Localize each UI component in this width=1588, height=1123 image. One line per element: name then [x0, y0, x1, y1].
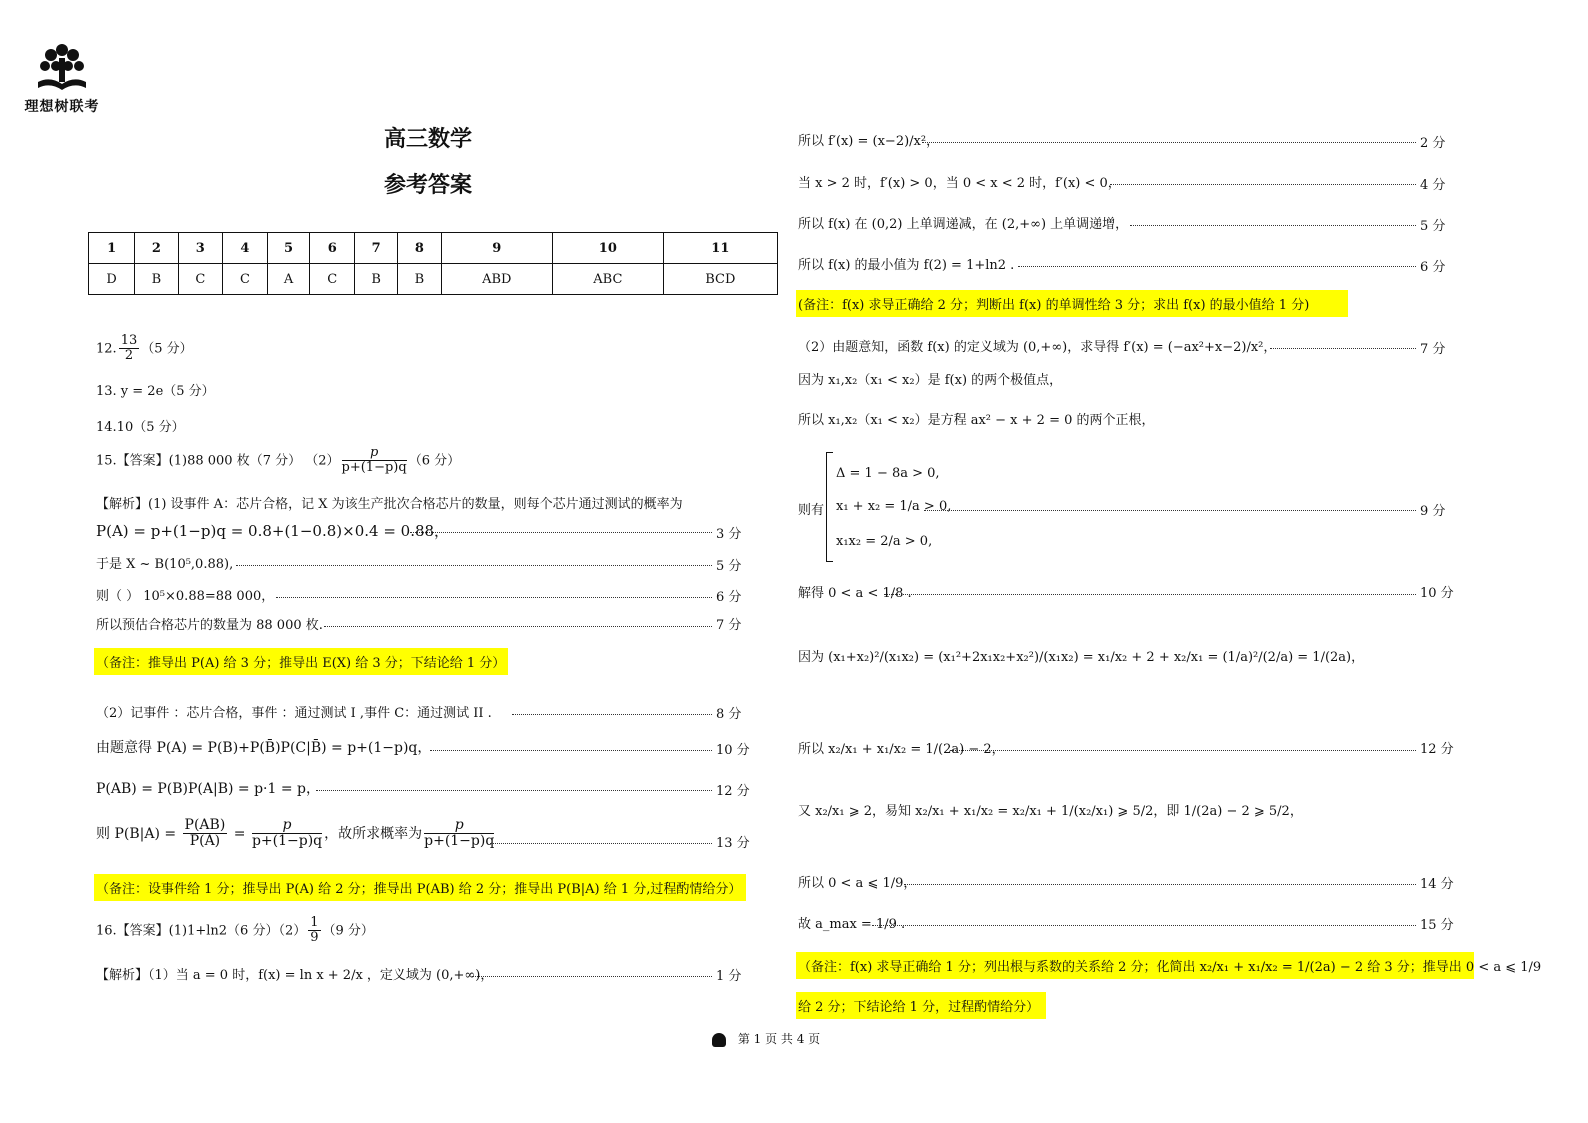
dot-leader [472, 976, 712, 977]
question-number-cell: 11 [663, 233, 777, 264]
answer-cell: ABC [553, 264, 664, 295]
r-note-2-line-1: （备注：f(x) 求导正确给 1 分；列出根与系数的关系给 2 分；化简出 x₂/x₁ + x₁/x₂ = 1/(2a) − 2 给 3 分；推导出 0 < a ⩽ 1/9 [796, 952, 1474, 979]
answer-cell: ABD [441, 264, 552, 295]
score: 7 分 [1420, 342, 1446, 357]
dot-leader [236, 565, 712, 566]
page-subtitle: 参考答案 [384, 173, 473, 198]
score: 9 分 [1420, 504, 1446, 519]
r-note-2-line-2: 给 2 分；下结论给 1 分，过程酌情给分） [796, 992, 1046, 1019]
q15-p2-l2: 由题意得 P(A) = P(B)+P(B̄)P(C|B̄) = p+(1−p)q， [96, 740, 432, 756]
q15-p2-l4: 则 P(B|A) = $\frac{P(AB)}{P(A)}$ = $\frac{p}{p+(1-p)q}$ ，故所求概率为 $\frac{p}{p+(1-p)q}$ [96, 817, 495, 850]
answer-cell: BCD [663, 264, 777, 295]
dot-leader [1110, 184, 1416, 185]
score: 10 分 [716, 743, 750, 758]
question-number-cell: 10 [553, 233, 664, 264]
q14-line: 14.10（5 分） [96, 420, 185, 435]
dot-leader [1018, 266, 1416, 267]
r3: 所以 f(x) 在 (0,2) 上单调递减，在 (2,+∞) 上单调递增， [798, 217, 1129, 232]
system-brace [826, 452, 833, 562]
dot-leader [512, 714, 712, 715]
question-number-cell: 9 [441, 233, 552, 264]
question-number-cell: 8 [398, 233, 441, 264]
q15-note-2: （备注：设事件给 1 分；推导出 P(A) 给 2 分；推导出 P(AB) 给 2 分；推导出 P(B|A) 给 1 分,过程酌情给分） [94, 874, 746, 901]
answer-cell: B [355, 264, 398, 295]
question-number-cell: 1 [89, 233, 135, 264]
r1: 所以 f′(x) = (x−2)/x²， [798, 134, 940, 149]
logo-text: 理想树联考 [24, 99, 100, 115]
q15-l2: P(A) = p+(1−p)q = 0.8+(1−0.8)×0.4 = 0.88， [96, 522, 450, 540]
dot-leader [924, 510, 1416, 511]
dot-leader [1270, 348, 1416, 349]
score: 12 分 [1420, 742, 1454, 757]
dot-leader [324, 626, 712, 627]
question-number-cell: 6 [310, 233, 355, 264]
question-number-cell: 2 [135, 233, 178, 264]
answer-cell: A [267, 264, 310, 295]
r7: 所以 x₁,x₂（x₁ < x₂）是方程 ax² − x + 2 = 0 的两个正根， [798, 413, 1155, 428]
r-note-1: (备注：f(x) 求导正确给 2 分；判断出 f(x) 的单调性给 3 分；求出 f(x) 的最小值给 1 分) [796, 290, 1348, 317]
r6: 因为 x₁,x₂（x₁ < x₂）是 f(x) 的两个极值点， [798, 373, 1063, 388]
dot-leader [950, 750, 1416, 751]
dot-leader [904, 884, 1416, 885]
score: 6 分 [716, 590, 742, 605]
r2: 当 x > 2 时，f′(x) > 0，当 0 < x < 2 时，f′(x) < 0， [798, 176, 1121, 191]
score: 5 分 [716, 559, 742, 574]
tree-book-icon [34, 40, 90, 96]
answer-cell: B [135, 264, 178, 295]
system-eq-3: x₁x₂ = 2/a > 0, [836, 534, 933, 549]
q15-note-1: （备注：推导出 P(A) 给 3 分；推导出 E(X) 给 3 分；下结论给 1 分） [94, 648, 508, 675]
score: 14 分 [1420, 877, 1454, 892]
score: 2 分 [1420, 136, 1446, 151]
question-number-cell: 3 [178, 233, 223, 264]
q15-l5: 所以预估合格芯片的数量为 88 000 枚. [96, 618, 323, 633]
score: 15 分 [1420, 918, 1454, 933]
q16-answer: 16.【答案】(1)1+ln2（6 分）（2） $\frac{1}{9}$ （9 分） [96, 915, 374, 946]
answer-cell: B [398, 264, 441, 295]
page-title: 高三数学 [384, 127, 473, 152]
answer-table-header [89, 233, 778, 264]
question-number-cell: 7 [355, 233, 398, 264]
score: 6 分 [1420, 260, 1446, 275]
page-footer [712, 1030, 820, 1047]
r9: 解得 0 < a < 1/8 . [798, 586, 912, 601]
system-eq-2: x₁ + x₂ = 1/a > 0, [836, 499, 952, 514]
r13: 所以 0 < a ⩽ 1/9， [798, 876, 917, 891]
score: 12 分 [716, 784, 750, 799]
system-eq-1: Δ = 1 − 8a > 0, [836, 466, 940, 481]
score: 13 分 [716, 836, 750, 851]
score: 5 分 [1420, 219, 1446, 234]
score: 4 分 [1420, 178, 1446, 193]
r4: 所以 f(x) 的最小值为 f(2) = 1+ln2 . [798, 258, 1015, 273]
answer-table [88, 232, 778, 295]
q15-l4: 则（ ） 10⁵×0.88=88 000， [96, 589, 275, 604]
dot-leader [872, 925, 1416, 926]
score: 3 分 [716, 527, 742, 542]
r5: （2）由题意知，函数 f(x) 的定义域为 (0,+∞)，求导得 f′(x) = (−ax²+x−2)/x²， [798, 340, 1277, 355]
answer-cell: C [310, 264, 355, 295]
q15-analysis-1: 【解析】(1) 设事件 A：芯片合格，记 X 为该生产批次合格芯片的数量，则每个芯片通过测试的概率为 [96, 497, 683, 512]
q13-line: 13. y = 2e（5 分） [96, 384, 215, 399]
dot-leader [276, 597, 712, 598]
score: 8 分 [716, 707, 742, 722]
dot-leader [316, 790, 712, 791]
dot-leader [922, 142, 1416, 143]
r12: 又 x₂/x₁ ⩾ 2，易知 x₂/x₁ + x₁/x₂ = x₂/x₁ + 1/(x₂/x₁) ⩾ 5/2，即 1/(2a) − 2 ⩾ 5/2， [798, 804, 1303, 819]
logo [22, 40, 102, 116]
answer-cell: D [89, 264, 135, 295]
page-number: 第 1 页 共 4 页 [737, 1032, 821, 1046]
question-number-cell: 5 [267, 233, 310, 264]
q15-p2-l3: P(AB) = P(B)P(A|B) = p·1 = p， [96, 781, 321, 797]
r8-prefix: 则有 [798, 503, 825, 518]
answer-cell: C [178, 264, 223, 295]
dot-leader [490, 843, 712, 844]
q16-analysis-1: 【解析】（1）当 a = 0 时，f(x) = ln x + 2/x ，定义域为 (0,+∞)， [96, 968, 494, 983]
footer-logo-icon [712, 1033, 726, 1047]
r11: 所以 x₂/x₁ + x₁/x₂ = 1/(2a) − 2， [798, 742, 1005, 757]
dot-leader [430, 750, 712, 751]
score: 7 分 [716, 618, 742, 633]
r14: 故 a_max = 1/9 . [798, 917, 906, 932]
score: 1 分 [716, 969, 742, 984]
question-number-cell: 4 [223, 233, 268, 264]
answer-table-row [89, 264, 778, 295]
r10: 因为 (x₁+x₂)²/(x₁x₂) = (x₁²+2x₁x₂+x₂²)/(x₁x₂) = x₁/x₂ + 2 + x₂/x₁ = (1/a)²/(2/a) = 1/(2a)， [798, 650, 1365, 665]
dot-leader [1130, 225, 1416, 226]
q12-line: 12. $\frac{13}{2}$ （5 分） [96, 333, 193, 364]
answer-cell: C [223, 264, 268, 295]
q15-p2-l1: （2）记事件 ：芯片合格，事件 ：通过测试 I ,事件 C：通过测试 II . [96, 706, 492, 721]
dot-leader [884, 594, 1416, 595]
score: 10 分 [1420, 586, 1454, 601]
dot-leader [410, 532, 712, 533]
q15-l3: 于是 X ~ B(10⁵,0.88), [96, 557, 234, 572]
q15-answer: 15.【答案】(1)88 000 枚（7 分） （2） $\frac{p}{p+(1-p)q}$ （6 分） [96, 445, 461, 476]
